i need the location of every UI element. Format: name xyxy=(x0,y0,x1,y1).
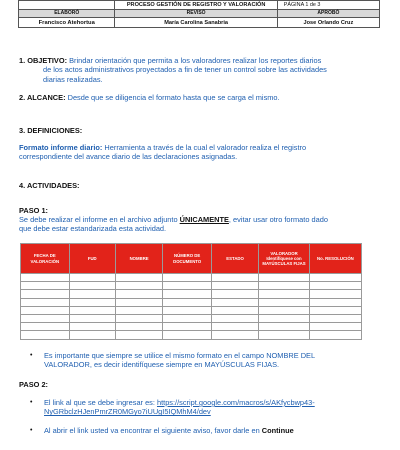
bullet-dot: • xyxy=(30,352,33,359)
table-cell[interactable] xyxy=(211,282,258,290)
process-name: PROCESO GESTIÓN DE REGISTRO Y VALORACIÓN xyxy=(115,1,277,10)
definicion-section xyxy=(19,143,366,162)
table-cell[interactable] xyxy=(259,306,310,314)
table-cell[interactable] xyxy=(211,290,258,298)
col-fecha-valoracion: FECHA DE VALORACIÓN xyxy=(21,244,70,274)
table-cell[interactable] xyxy=(211,314,258,322)
table-body xyxy=(21,274,362,340)
table-cell[interactable] xyxy=(309,290,361,298)
table-cell[interactable] xyxy=(69,298,115,306)
objetivo-heading: 1. OBJETIVO: xyxy=(19,56,68,65)
table-cell[interactable] xyxy=(309,323,361,331)
table-cell[interactable] xyxy=(163,290,212,298)
table-row xyxy=(21,282,362,290)
table-cell[interactable] xyxy=(211,331,258,339)
table-cell[interactable] xyxy=(21,306,70,314)
table-cell[interactable] xyxy=(309,314,361,322)
table-row xyxy=(21,306,362,314)
objetivo-line-1: Brindar orientación que permita a los valoradores realizar los reportes diarios xyxy=(69,56,322,65)
table-cell[interactable] xyxy=(211,298,258,306)
table-cell[interactable] xyxy=(21,290,70,298)
paso2-aviso xyxy=(44,426,366,435)
aprobo-name: Jose Orlando Cruz xyxy=(277,18,379,28)
table-cell[interactable] xyxy=(163,274,212,282)
paso1-text-b: , evitar usar otro formato dado xyxy=(228,215,328,224)
objetivo-line-3: diarias realizadas. xyxy=(43,74,103,84)
aprobo-label: APROBÓ xyxy=(277,9,379,18)
table-cell[interactable] xyxy=(115,323,162,331)
table-cell[interactable] xyxy=(21,274,70,282)
table-cell[interactable] xyxy=(21,331,70,339)
table-cell[interactable] xyxy=(309,331,361,339)
paso2-link-intro: El link al que se debe ingresar es: xyxy=(44,398,157,407)
bullet-dot: • xyxy=(30,399,33,406)
table-cell[interactable] xyxy=(115,331,162,339)
table-cell[interactable] xyxy=(21,282,70,290)
table-row xyxy=(21,331,362,339)
col-no-resolucion: No. RESOLUCIÓN xyxy=(309,244,361,274)
table-cell[interactable] xyxy=(211,274,258,282)
paso1-unicamente: ÚNICAMENTE xyxy=(179,215,229,224)
reporte-diario-table xyxy=(20,243,362,340)
table-cell[interactable] xyxy=(69,331,115,339)
script-url-link-2[interactable]: NyGRbclzHJenPmrZR0MGyo7iUUgI5IQMhM4/dev xyxy=(44,407,211,417)
elaboro-label: ELABORÓ xyxy=(19,9,115,18)
col-numero-documento: NÚMERO DE DOCUMENTO xyxy=(163,244,212,274)
table-cell[interactable] xyxy=(69,282,115,290)
alcance-text: Desde que se diligencia el formato hasta que se carga el mismo. xyxy=(67,93,280,102)
script-url-link-1[interactable]: https://script.google.com/macros/s/AKfycbwp43- xyxy=(156,398,315,407)
formato-term: Formato informe diario: xyxy=(19,143,103,152)
continue-keyword: Continue xyxy=(261,426,294,435)
table-cell[interactable] xyxy=(69,274,115,282)
formato-definition-line-1: Herramienta a través de la cual el valorador realiza el registro xyxy=(104,143,307,152)
paso2-link-text xyxy=(44,398,366,417)
objetivo-line-2: de los actos administrativos proyectados a fin de tener un control sobre las actividades xyxy=(43,65,327,75)
table-cell[interactable] xyxy=(163,282,212,290)
table-cell[interactable] xyxy=(259,298,310,306)
table-cell[interactable] xyxy=(309,282,361,290)
table-row xyxy=(21,323,362,331)
nota-formato-line-1: Es importante que siempre se utilice el mismo formato en el campo NOMBRE DEL xyxy=(44,351,316,360)
table-cell[interactable] xyxy=(163,323,212,331)
col-nombre: NOMBRE xyxy=(115,244,162,274)
table-cell[interactable] xyxy=(259,331,310,339)
paso2-heading: PASO 2: xyxy=(19,380,49,389)
col-fud: FUD xyxy=(69,244,115,274)
page-number: PÁGINA 1 de 3 xyxy=(277,1,379,10)
table-cell[interactable] xyxy=(115,282,162,290)
bullet-dot: • xyxy=(30,427,33,434)
table-cell[interactable] xyxy=(115,290,162,298)
reviso-name: María Carolina Sanabria xyxy=(115,18,277,28)
table-cell[interactable] xyxy=(21,314,70,322)
table-row xyxy=(21,298,362,306)
paso1-text-a: Se debe realizar el informe en el archivo adjunto xyxy=(19,215,180,224)
table-cell[interactable] xyxy=(163,314,212,322)
objetivo-section xyxy=(19,56,366,84)
table-cell[interactable] xyxy=(259,282,310,290)
table-cell[interactable] xyxy=(115,314,162,322)
header-blank-cell xyxy=(19,1,115,10)
paso2-aviso-text: Al abrir el link usted va encontrar el siguiente aviso, favor darle en xyxy=(44,426,262,435)
table-cell[interactable] xyxy=(259,314,310,322)
table-cell[interactable] xyxy=(211,323,258,331)
paso1-heading: PASO 1: xyxy=(19,206,49,215)
table-cell[interactable] xyxy=(21,298,70,306)
table-cell[interactable] xyxy=(21,323,70,331)
table-cell[interactable] xyxy=(69,306,115,314)
table-cell[interactable] xyxy=(163,298,212,306)
table-row xyxy=(21,314,362,322)
table-cell[interactable] xyxy=(163,331,212,339)
alcance-heading: 2. ALCANCE: xyxy=(19,93,66,102)
table-row xyxy=(21,274,362,282)
table-cell[interactable] xyxy=(163,306,212,314)
formato-definition-line-2: correspondiente del avance diario de las declaraciones asignadas. xyxy=(19,152,238,162)
col-valorador: VALORADOR Identifíquese con MAYÚSCULAS FIJAS xyxy=(259,244,310,274)
table-cell[interactable] xyxy=(69,323,115,331)
col-estado: ESTADO xyxy=(211,244,258,274)
table-cell[interactable] xyxy=(309,298,361,306)
nota-formato-line-2: VALORADOR, es decir identifíquese siempre en MAYÚSCULAS FIJAS. xyxy=(44,360,280,370)
elaboro-name: Francisco Atehortua xyxy=(19,18,115,28)
document-header-table xyxy=(18,0,380,28)
table-cell[interactable] xyxy=(309,306,361,314)
table-cell[interactable] xyxy=(115,274,162,282)
nota-formato xyxy=(44,351,364,370)
table-cell[interactable] xyxy=(115,298,162,306)
table-cell[interactable] xyxy=(309,274,361,282)
table-cell[interactable] xyxy=(259,323,310,331)
table-cell[interactable] xyxy=(69,290,115,298)
paso1-text-c: que debe estar estandarizada esta actividad. xyxy=(19,224,167,234)
alcance-section xyxy=(19,93,366,102)
actividades-heading: 4. ACTIVIDADES: xyxy=(19,181,80,190)
table-cell[interactable] xyxy=(211,306,258,314)
paso1-text xyxy=(19,215,366,234)
table-cell[interactable] xyxy=(115,306,162,314)
definiciones-heading: 3. DEFINICIONES: xyxy=(19,126,83,135)
reviso-label: REVISÓ xyxy=(115,9,277,18)
table-cell[interactable] xyxy=(259,274,310,282)
table-cell[interactable] xyxy=(259,290,310,298)
table-cell[interactable] xyxy=(69,314,115,322)
table-row xyxy=(21,290,362,298)
